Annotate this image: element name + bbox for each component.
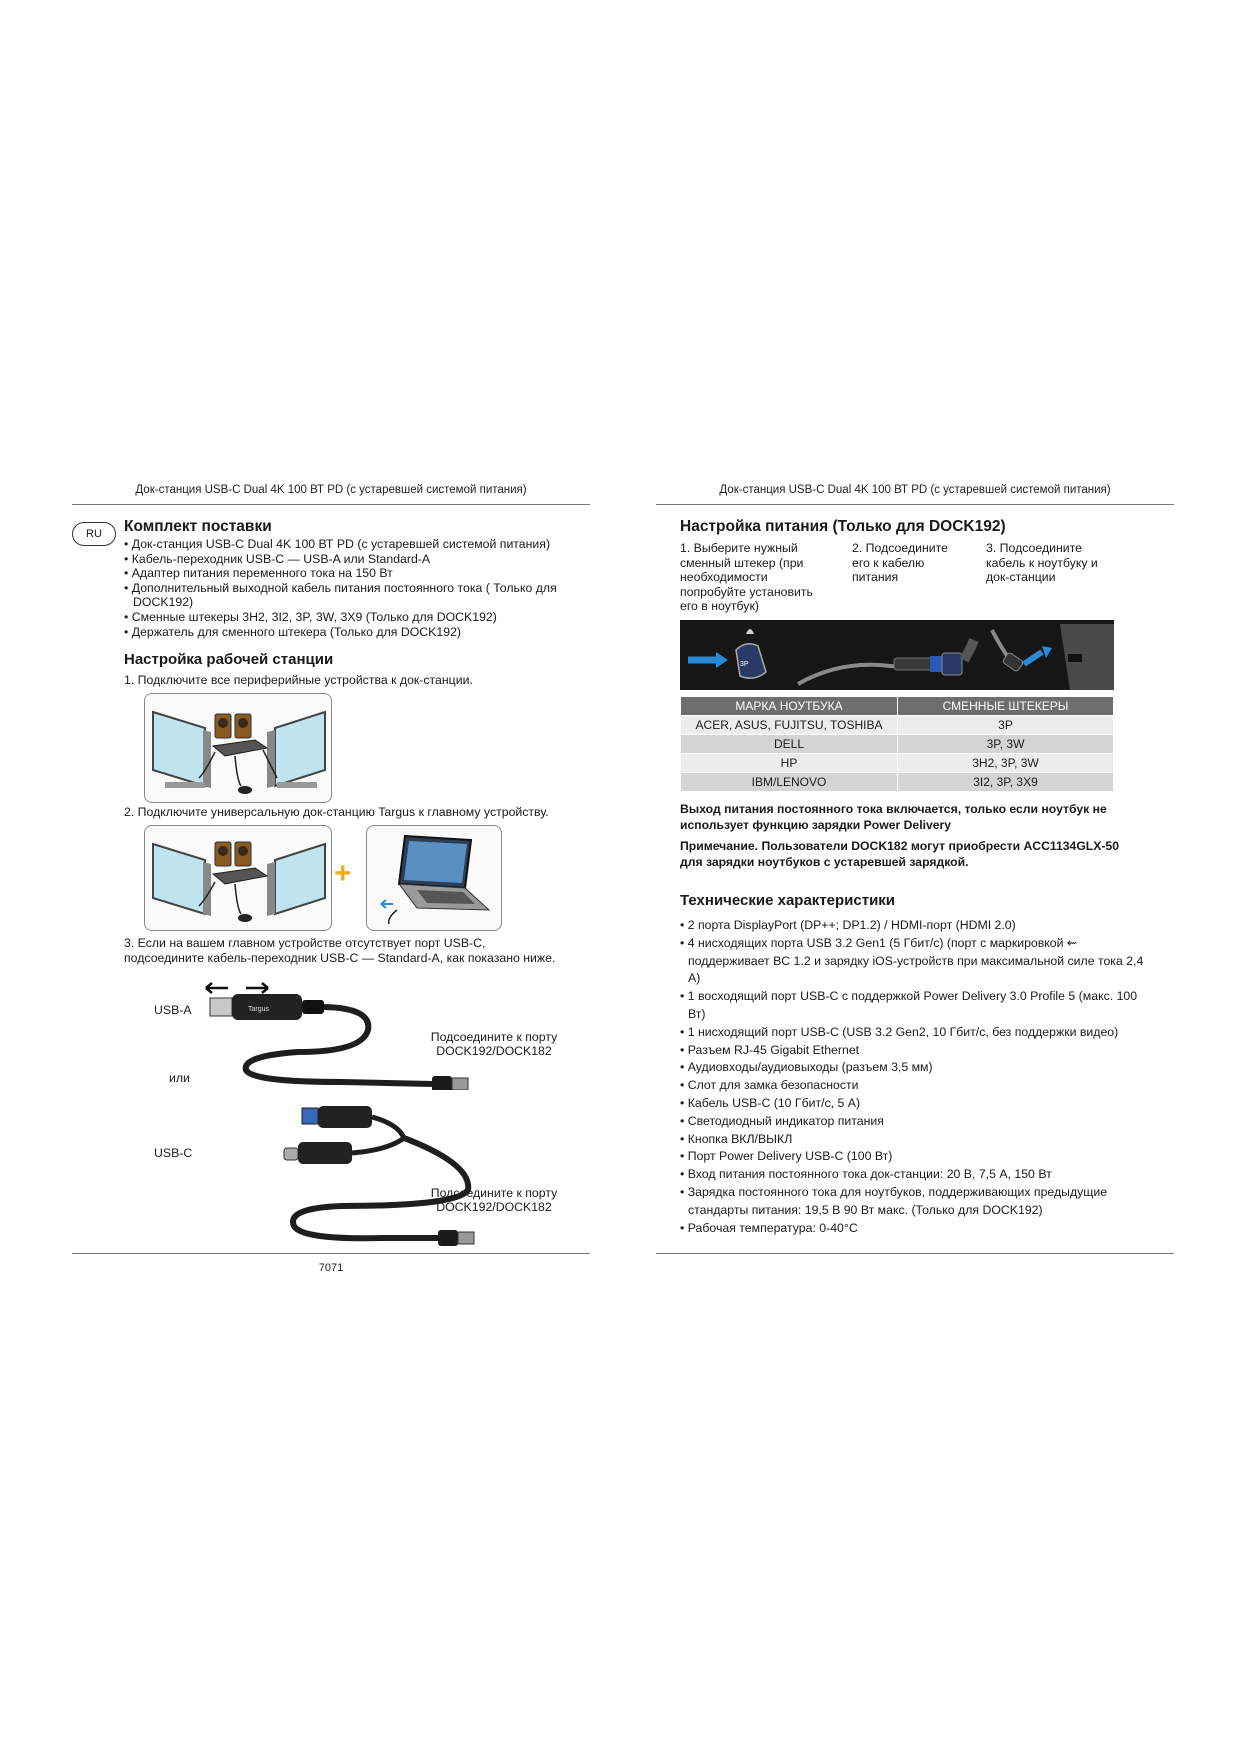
footer-divider: [72, 1253, 590, 1254]
plug-brand-text: Targus: [248, 1006, 270, 1013]
list-item: • 1 нисходящий порт USB-C (USB 3.2 Gen2, 10 Гбит/с, без поддержки видео): [680, 1024, 1144, 1042]
list-item: • Светодиодный индикатор питания: [680, 1113, 1144, 1131]
left-page: [72, 0, 590, 1754]
list-item: • Кабель-переходник USB-C — USB-A или Standard-A: [124, 552, 590, 567]
dc-output-note: Выход питания постоянного тока включается, только если ноутбук не использует функцию зарядки Power Delivery: [680, 802, 1107, 832]
plus-icon: +: [334, 857, 352, 890]
kit-heading: Комплект поставки: [124, 518, 272, 535]
monitors-dock-image: [145, 826, 331, 930]
table-cell: 3I2, 3P, 3X9: [898, 773, 1114, 792]
list-item: • Адаптер питания переменного тока на 150 Вт: [124, 566, 590, 581]
or-label: или: [169, 1071, 190, 1085]
table-cell: DELL: [681, 735, 898, 754]
table-cell: ACER, ASUS, FUJITSU, TOSHIBA: [681, 716, 898, 735]
power-step-1: 1. Выберите нужный сменный штекер (при необходимости попробуйте установить его в ноутбук): [680, 541, 813, 614]
list-item: • Слот для замка безопасности: [680, 1077, 1144, 1095]
list-item: • Рабочая температура: 0-40°C: [680, 1220, 1144, 1238]
tip-label: 3P: [740, 661, 749, 668]
table-cell: 3P: [898, 716, 1114, 735]
power-tips-photo: [680, 620, 1114, 690]
specs-list: [680, 917, 1144, 1237]
page-number: 7071: [318, 1262, 344, 1274]
list-item: • 1 восходящий порт USB-C с поддержкой Power Delivery 3.0 Profile 5 (макс. 100 Вт): [680, 988, 1144, 1024]
list-item: • Вход питания постоянного тока док-станции: 20 В, 7,5 А, 150 Вт: [680, 1166, 1144, 1184]
laptop-image: [367, 826, 501, 930]
usb-c-label: USB-C: [154, 1146, 193, 1160]
workstation-heading: Настройка рабочей станции: [124, 651, 334, 668]
table-cell: IBM/LENOVO: [681, 773, 898, 792]
power-step-3: 3. Подсоедините кабель к ноутбуку и док-станции: [986, 541, 1098, 585]
header-divider: [656, 504, 1174, 505]
connect-dock-label-2: Подсоедините к порту DOCK192/DOCK182: [430, 1186, 558, 1214]
peripherals-illustration: [144, 693, 332, 803]
list-item: • Разъем RJ-45 Gigabit Ethernet: [680, 1042, 1144, 1060]
connect-dock-label-1: Подсоедините к порту DOCK192/DOCK182: [430, 1030, 558, 1058]
power-tips-image: [680, 620, 1114, 690]
laptop-illustration: [366, 825, 502, 931]
footer-divider: [656, 1253, 1174, 1254]
monitors-dock-image: [145, 694, 331, 802]
list-item: • Кнопка ВКЛ/ВЫКЛ: [680, 1131, 1144, 1149]
list-item: • Док-станция USB-C Dual 4K 100 ВТ PD (с устаревшей системой питания): [124, 537, 590, 552]
power-step-2: 2. Подсоедините его к кабелю питания: [852, 541, 948, 585]
right-page: [656, 0, 1174, 1754]
tips-column-header: СМЕННЫЕ ШТЕКЕРЫ: [898, 697, 1114, 716]
usb-c-cable-image: [202, 1104, 592, 1250]
table-row: [681, 754, 1114, 773]
table-cell: 3P, 3W: [898, 735, 1114, 754]
usb-a-label: USB-A: [154, 1003, 192, 1017]
table-row: [681, 716, 1114, 735]
list-item: • Порт Power Delivery USB-C (100 Вт): [680, 1148, 1144, 1166]
specs-heading: Технические характеристики: [680, 892, 896, 909]
page-header: Док-станция USB-C Dual 4K 100 ВТ PD (с устаревшей системой питания): [719, 484, 1111, 496]
brand-table: [680, 696, 1114, 792]
dock182-note: Примечание. Пользователи DOCK182 могут приобрести ACC1134GLX-50 для зарядки ноутбуков с устаревшей зарядкой.: [680, 839, 1119, 869]
step-1-text: 1. Подключите все периферийные устройства к док-станции.: [124, 673, 473, 687]
table-row: [681, 773, 1114, 792]
language-badge: RU: [72, 522, 116, 546]
list-item: • 2 порта DisplayPort (DP++; DP1.2) / HDMI-порт (HDMI 2.0): [680, 917, 1144, 935]
kit-list: [124, 537, 590, 639]
list-item: • Аудиовходы/аудиовыходы (разъем 3,5 мм): [680, 1059, 1144, 1077]
list-item: • Дополнительный выходной кабель питания постоянного тока ( Только для DOCK192): [124, 581, 590, 610]
page-header: Док-станция USB-C Dual 4K 100 ВТ PD (с устаревшей системой питания): [135, 484, 527, 496]
step-2-text: 2. Подключите универсальную док-станцию Targus к главному устройству.: [124, 805, 549, 819]
step-3-text: 3. Если на вашем главном устройстве отсутствует порт USB-C, подсоедините кабель-переходник USB-C — Standard-A, как показано ниже.: [124, 936, 556, 965]
list-item: • Кабель USB-C (10 Гбит/с, 5 А): [680, 1095, 1144, 1113]
table-row: [681, 735, 1114, 754]
brand-column-header: МАРКА НОУТБУКА: [681, 697, 898, 716]
list-item: • 4 нисходящих порта USB 3.2 Gen1 (5 Гбит/с) (порт с маркировкой ⇜ поддерживает BC 1.2 и зарядку iOS-устройств при максимальной силе тока 2,4 А): [680, 935, 1144, 988]
table-cell: 3H2, 3P, 3W: [898, 754, 1114, 773]
list-item: • Держатель для сменного штекера (Только для DOCK192): [124, 625, 590, 640]
list-item: • Сменные штекеры 3H2, 3I2, 3P, 3W, 3X9 (Только для DOCK192): [124, 610, 590, 625]
table-cell: HP: [681, 754, 898, 773]
list-item: • Зарядка постоянного тока для ноутбуков, поддерживающих предыдущие стандарты питания: 19,5 В 90 Вт макс. (Только для DOCK192): [680, 1184, 1144, 1220]
header-divider: [72, 504, 590, 505]
dock-setup-illustration: [144, 825, 332, 931]
power-setup-heading: Настройка питания (Только для DOCK192): [680, 518, 1006, 535]
